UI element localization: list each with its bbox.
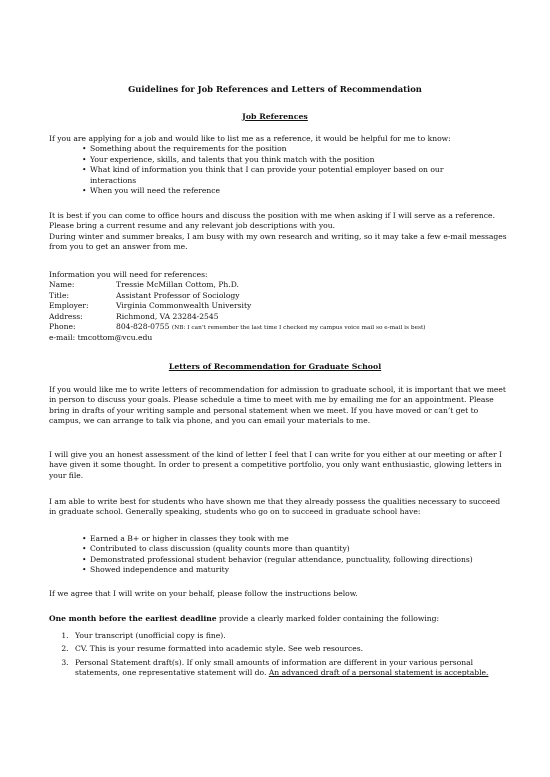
instructions-list — [49, 631, 509, 679]
office-hours-paragraph: It is best if you can come to office hours and discuss the position with me when asking if I will serve as a reference. Please bring a current resume and any relevant job descriptions with you. — [49, 211, 495, 231]
document-title: Guidelines for Job References and Letters of Recommendation — [128, 84, 422, 94]
info-row-address — [49, 312, 509, 322]
instructions-section — [49, 631, 509, 682]
info-value — [116, 322, 426, 333]
info-row-title — [49, 291, 509, 301]
info-row-name — [49, 280, 509, 290]
list-item: • What kind of information you think that I can provide your potential employer based on our interactions — [82, 165, 470, 186]
list-item: 2. CV. This is your resume formatted into academic style. See web resources. — [71, 644, 509, 654]
phone-note: (NB: I can’t remember the last time I checked my campus voice mail so e-mail is best) — [171, 325, 426, 332]
list-item — [71, 658, 509, 679]
list-item: • Your experience, skills, and talents that you think match with the position — [82, 155, 509, 165]
agree-paragraph: If we agree that I will write on your behalf, please follow the instructions below. — [49, 589, 358, 598]
info-label: Name: — [49, 280, 75, 290]
grad-school-para-2: I will give you an honest assessment of the kind of letter I feel that I can write for you either at our meeting or after I have given it some thought. In order to present a competitive portfolio, you only want enthusiastic, glowing letters in your file. — [49, 450, 503, 480]
list-item: • Something about the requirements for the position — [82, 144, 509, 154]
info-label: Title: — [49, 290, 70, 300]
job-references-intro: If you are applying for a job and would like to list me as a reference, it would be helpful for me to know: — [49, 134, 451, 143]
list-item: 1. Your transcript (unofficial copy is fine). — [71, 631, 509, 641]
deadline-bold-text: One month before the earliest deadline — [49, 614, 217, 623]
list-item: • Earned a B+ or higher in classes they took with me — [82, 534, 509, 544]
info-value: Virginia Commonwealth University — [116, 301, 252, 311]
breaks-paragraph: During winter and summer breaks, I am busy with my own research and writing, so it may take a few e-mail messages from you to get an answer from me. — [49, 231, 507, 252]
info-label: Address: — [49, 311, 83, 321]
info-label: Phone: — [49, 322, 76, 332]
email-line: e-mail: tmcottom@vcu.edu — [49, 333, 153, 343]
deadline-rest-text: provide a clearly marked folder containing the following: — [216, 614, 440, 623]
grad-school-para-3: I am able to write best for students who have shown me that they already possess the qualities necessary to succeed in graduate school. Generally speaking, students who go on to succeed in graduate school have: — [49, 497, 501, 517]
grad-school-para-1: If you would like me to write letters of recommendation for admission to graduate school, it is important that we meet in person to discuss your goals. Please schedule a time to meet with me by emailing me for an appointment. Please bring in drafts of your writing sample and personal statement when we meet. If you have moved or can’t get to campus, we can arrange to talk via phone, and you can email your materials to me. — [49, 385, 506, 426]
grad-school-bullets-section — [49, 534, 509, 576]
job-references-bullet-list — [49, 144, 509, 196]
phone-number: 804-828-0755 — [116, 322, 170, 332]
step-3-text: Personal Statement draft(s). If only small amounts of information are different in your various personal statements, one representative statement will do. — [75, 657, 474, 678]
info-value: Tressie McMillan Cottom, Ph.D. — [116, 280, 239, 290]
list-item: • When you will need the reference — [82, 186, 509, 196]
info-row-employer — [49, 301, 509, 311]
info-label: Employer: — [49, 301, 89, 311]
office-hours-section — [49, 211, 509, 253]
info-value: Assistant Professor of Sociology — [116, 290, 240, 300]
list-item: • Contributed to class discussion (quality counts more than quantity) — [82, 544, 509, 554]
list-item: • Showed independence and maturity — [82, 565, 509, 575]
reference-info-intro: Information you will need for references: — [49, 270, 208, 279]
deadline-paragraph — [49, 614, 509, 624]
job-references-section — [49, 134, 509, 196]
step-3-underlined-text: An advanced draft of a personal statement is acceptable. — [268, 668, 489, 678]
reference-info-section — [49, 270, 509, 344]
info-row-phone — [49, 322, 509, 333]
info-value: Richmond, VA 23284-2545 — [116, 311, 219, 321]
grad-school-heading: Letters of Recommendation for Graduate School — [168, 362, 382, 371]
grad-school-bullet-list — [49, 534, 509, 576]
job-references-heading: Job References — [242, 112, 308, 121]
list-item: • Demonstrated professional student behavior (regular attendance, punctuality, following directions) — [82, 555, 509, 565]
